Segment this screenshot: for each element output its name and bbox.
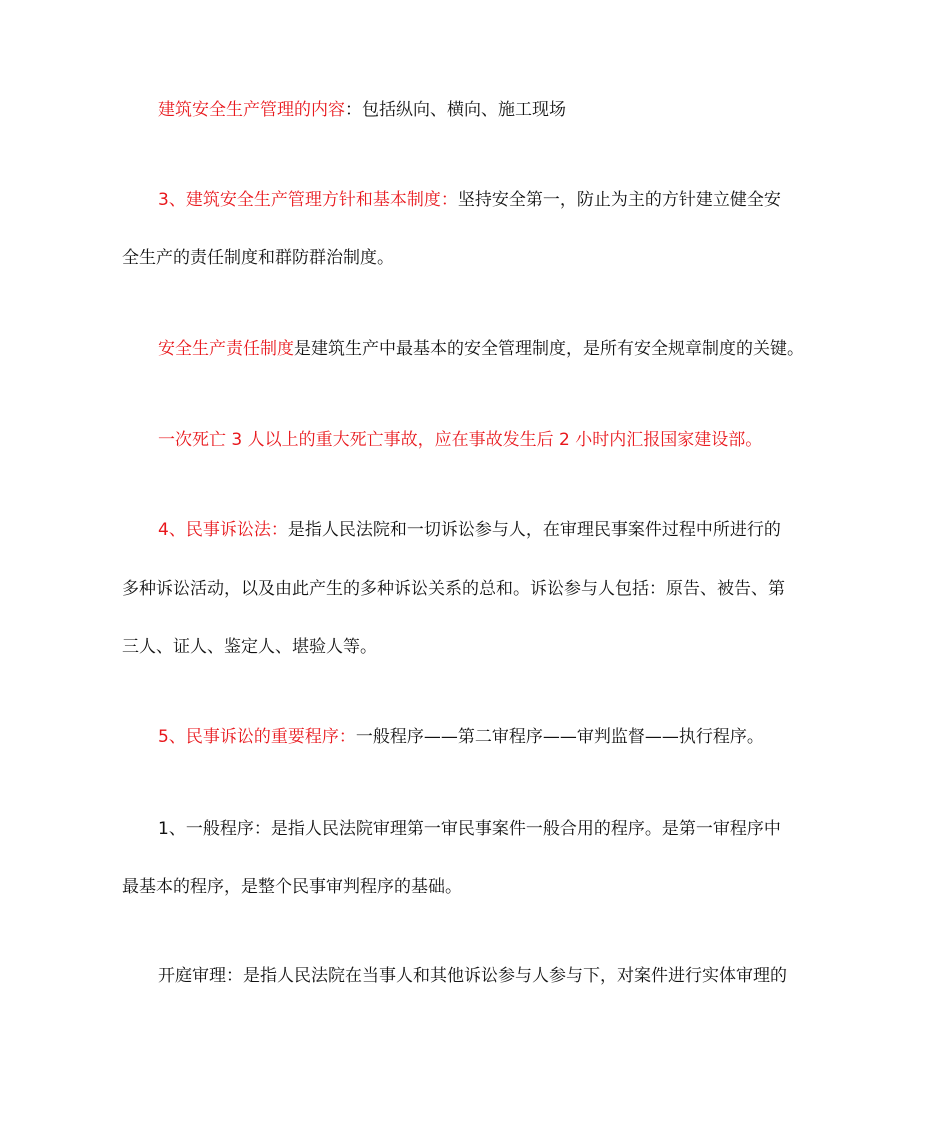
paragraph-safety-policy-line-2 — [122, 246, 394, 270]
heading-civil-procedure-law: 4、民事诉讼法： — [158, 520, 288, 540]
text-safety-policy-2: 全生产的责任制度和群防群治制度。 — [122, 248, 394, 268]
paragraph-civil-procedure-law-line-2 — [122, 577, 785, 601]
text-civil-procedure-law-2: 多种诉讼活动，以及由此产生的多种诉讼关系的总和。诉讼参与人包括：原告、被告、第 — [122, 579, 785, 599]
text-general-procedure-2: 最基本的程序，是整个民事审判程序的基础。 — [122, 877, 462, 897]
paragraph-civil-procedure-law-line-1 — [158, 518, 781, 542]
paragraph-general-procedure-line-2 — [122, 875, 462, 899]
heading-responsibility-system: 安全生产责任制度 — [158, 339, 294, 359]
paragraph-safety-policy-line-1 — [158, 188, 781, 212]
text-court-trial-1: 开庭审理：是指人民法院在当事人和其他诉讼参与人参与下，对案件进行实体审理的 — [158, 966, 787, 986]
heading-construction-safety-content: 建筑安全生产管理的内容 — [158, 100, 345, 120]
heading-important-procedures: 5、民事诉讼的重要程序： — [158, 727, 356, 747]
heading-safety-policy: 3、建筑安全生产管理方针和基本制度： — [158, 190, 458, 210]
paragraph-general-procedure-line-1 — [158, 817, 781, 841]
paragraph-court-trial-line-1 — [158, 964, 787, 988]
text-construction-safety-content: ：包括纵向、横向、施工现场 — [345, 100, 566, 120]
text-major-accident: 一次死亡 3 人以上的重大死亡事故，应在事故发生后 2 小时内汇报国家建设部。 — [158, 430, 763, 450]
paragraph-responsibility-system — [158, 337, 804, 361]
paragraph-construction-safety-content — [158, 98, 566, 122]
text-safety-policy-1: 坚持安全第一，防止为主的方针建立健全安 — [457, 190, 781, 210]
text-civil-procedure-law-1: 是指人民法院和一切诉讼参与人，在审理民事案件过程中所进行的 — [287, 520, 781, 540]
text-important-procedures: 一般程序——第二审程序——审判监督——执行程序。 — [355, 727, 764, 747]
paragraph-civil-procedure-law-line-3 — [122, 635, 377, 659]
paragraph-major-accident — [158, 428, 762, 452]
text-civil-procedure-law-3: 三人、证人、鉴定人、堪验人等。 — [122, 637, 377, 657]
text-general-procedure-1: 1、一般程序：是指人民法院审理第一审民事案件一般合用的程序。是第一审程序中 — [158, 819, 781, 839]
paragraph-important-procedures — [158, 725, 764, 749]
text-responsibility-system: 是建筑生产中最基本的安全管理制度，是所有安全规章制度的关键。 — [294, 339, 804, 359]
